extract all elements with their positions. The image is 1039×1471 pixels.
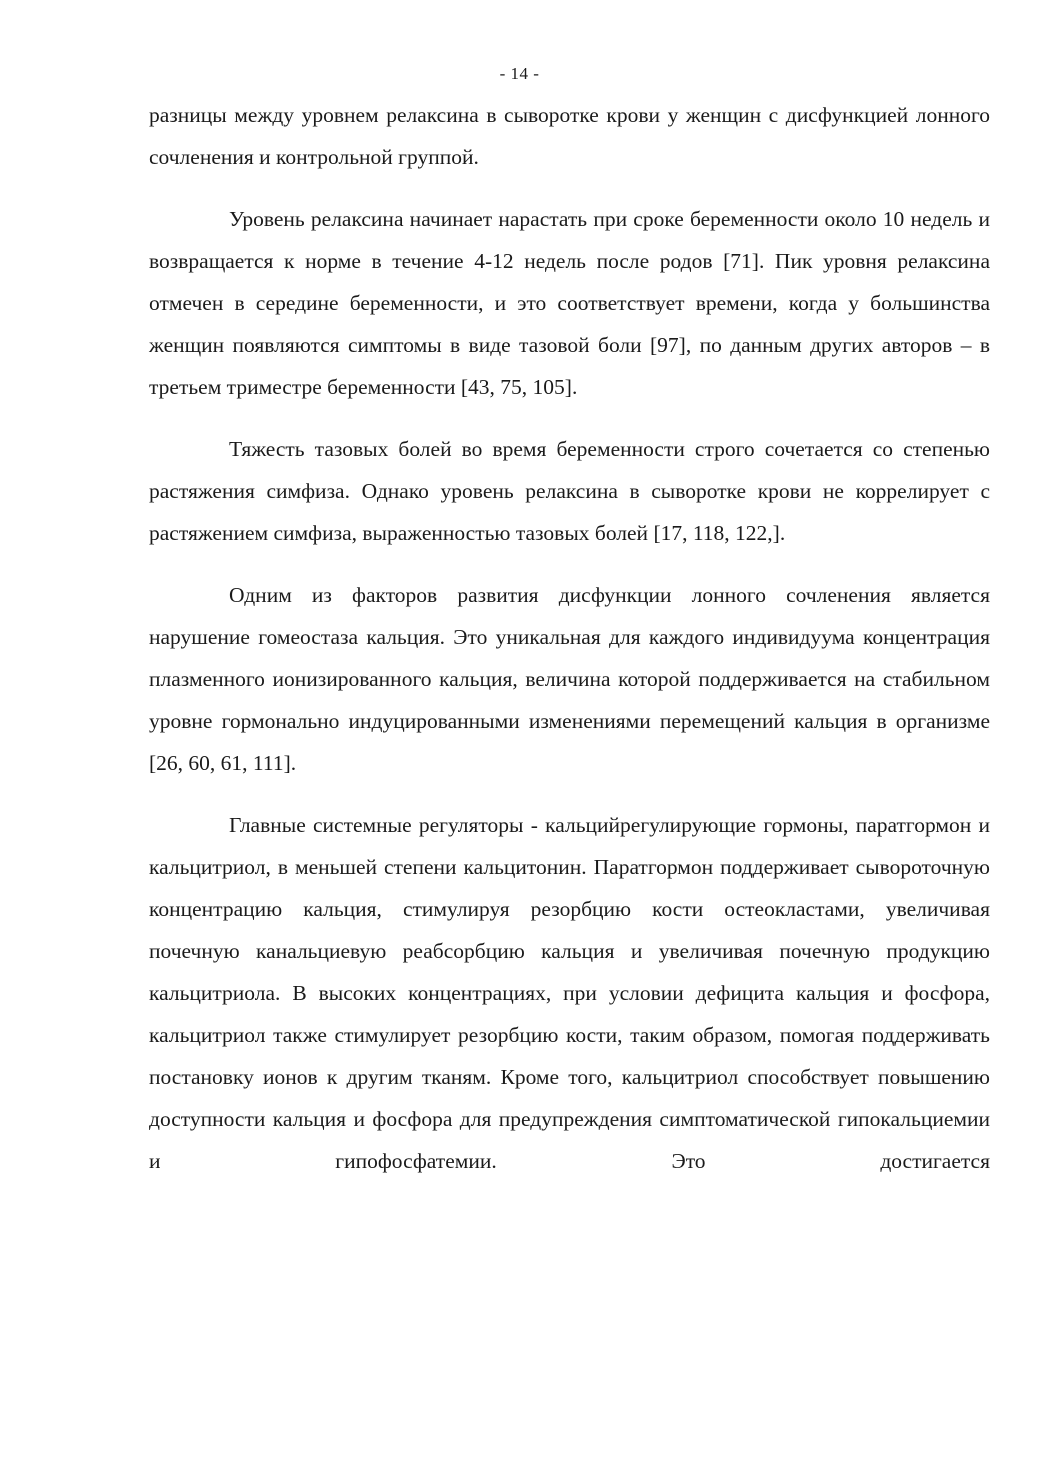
paragraph-calcium-homeostasis: Одним из факторов развития дисфункции лонного сочленения является нарушение гомеостаза кальция. Это уникальная для каждого индивидуума концентрация плазменного ионизированного кальция, величина которой поддерживается на стабильном уровне гормонально индуцированными изменениями перемещений кальция в организме [26, 60, 61, 111]. bbox=[149, 583, 990, 775]
paragraph-relaxin-level: Уровень релаксина начинает нарастать при сроке беременности около 10 недель и возвращается к норме в течение 4-12 недель после родов [71]. Пик уровня релаксина отмечен в середине беременности, и это соответствует времени, когда у большинства женщин появляются симптомы в виде тазовой боли [97], по данным других авторов – в третьем триместре беременности [43, 75, 105]. bbox=[149, 207, 990, 399]
paragraph-regulators: Главные системные регуляторы - кальцийрегулирующие гормоны, паратгормон и кальцитриол, в меньшей степени кальцитонин. Паратгормон поддерживает сывороточную концентрацию кальция, стимулируя резорбцию кости остеокластами, увеличивая почечную канальциевую реабсорбцию кальция и увеличивая почечную продукцию кальцитриола. В высоких концентрациях, при условии дефицита кальция и фосфора, кальцитриол также стимулирует резорбцию кости, таким образом, помогая поддерживать постановку ионов к другим тканям. Кроме того, кальцитриол способствует повышению доступности кальция и фосфора для предупреждения симптоматической гипокальциемии и гипофосфатемии. Это достигается bbox=[149, 813, 990, 1173]
paragraph-continuation: разницы между уровнем релаксина в сыворотке крови у женщин с дисфункцией лонного сочленения и контрольной группой. bbox=[149, 103, 990, 169]
paragraph-pelvic-pain: Тяжесть тазовых болей во время беременности строго сочетается со степенью растяжения симфиза. Однако уровень релаксина в сыворотке крови не коррелирует с растяжением симфиза, выраженностью тазовых болей [17, 118, 122,]. bbox=[149, 437, 990, 545]
document-body bbox=[149, 94, 990, 1202]
page-number: - 14 - bbox=[499, 64, 540, 83]
